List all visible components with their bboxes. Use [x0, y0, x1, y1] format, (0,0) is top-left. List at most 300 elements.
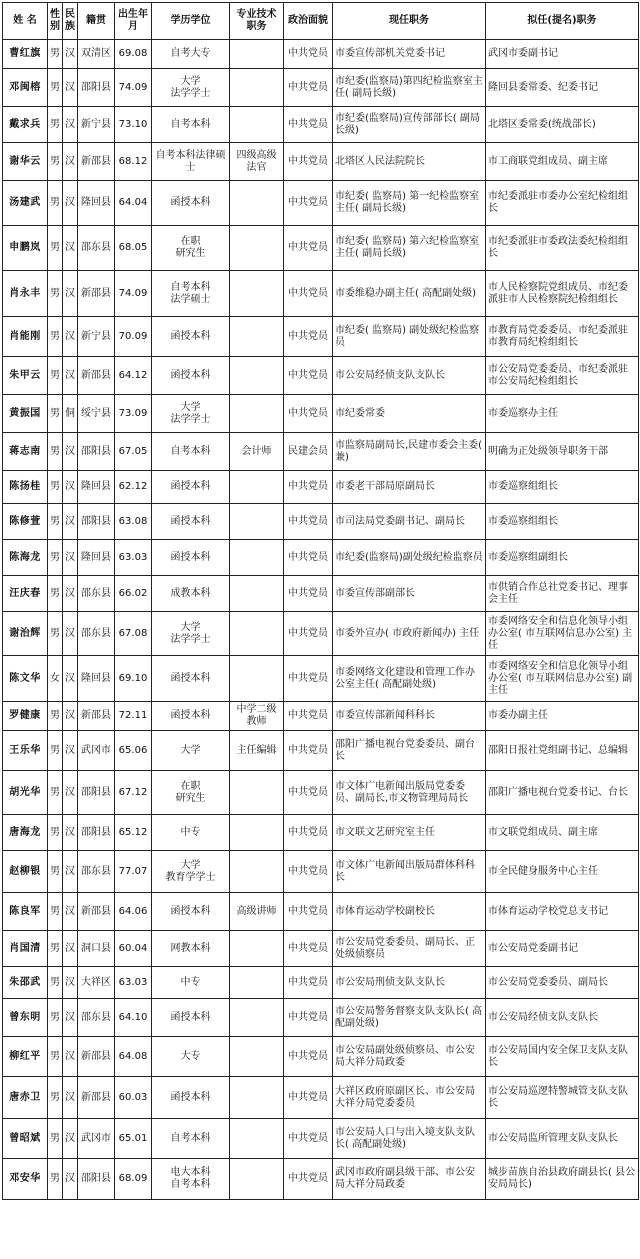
cell-name: 陈扬桂	[3, 471, 48, 504]
cell-gender: 男	[48, 771, 63, 815]
cell-education: 自考大专	[152, 40, 230, 69]
cell-gender: 男	[48, 815, 63, 851]
table-row	[3, 40, 639, 69]
cell-name: 曹红旗	[3, 40, 48, 69]
cell-current-post: 市文体广电新闻出版局党委委员、副局长,市文物管理局局长	[333, 771, 486, 815]
cell-proposed-post: 市委网络安全和信息化领导小组办公室( 市互联网信息办公室) 主任	[486, 612, 639, 656]
cell-education: 电大本科 自考本科	[152, 1159, 230, 1200]
cell-party: 中共党员	[284, 1037, 333, 1077]
cell-ethnicity: 汉	[63, 471, 78, 504]
cell-education: 自考本科 法学硕士	[152, 271, 230, 317]
table-row	[3, 731, 639, 771]
cell-gender: 男	[48, 851, 63, 893]
cell-birth: 62.12	[115, 471, 152, 504]
cell-education: 大专	[152, 1037, 230, 1077]
cell-gender: 男	[48, 317, 63, 357]
cell-current-post: 市委宣传部副部长	[333, 576, 486, 612]
cell-education: 大学	[152, 731, 230, 771]
header-professional-title: 专业技术职务	[230, 3, 284, 40]
cell-party: 中共党员	[284, 143, 333, 181]
cell-professional-title	[230, 504, 284, 540]
cell-proposed-post: 明确为正处级领导职务干部	[486, 433, 639, 471]
cell-proposed-post: 隆回县委常委、纪委书记	[486, 69, 639, 107]
cell-ethnicity: 汉	[63, 931, 78, 967]
table-row	[3, 433, 639, 471]
cell-birth: 64.04	[115, 181, 152, 226]
cell-origin: 新邵县	[78, 357, 115, 395]
cell-professional-title	[230, 1037, 284, 1077]
cell-education: 函授本科	[152, 702, 230, 731]
table-row	[3, 540, 639, 576]
cell-proposed-post: 邵阳广播电视台党委书记、台长	[486, 771, 639, 815]
cell-current-post: 市纪委常委	[333, 395, 486, 433]
cell-party: 中共党员	[284, 107, 333, 143]
cell-name: 陈海龙	[3, 540, 48, 576]
cell-origin: 邵东县	[78, 576, 115, 612]
cell-proposed-post: 邵阳日报社党组副书记、总编辑	[486, 731, 639, 771]
cell-gender: 男	[48, 107, 63, 143]
cell-proposed-post: 市公安局巡逻特警城管支队支队长	[486, 1077, 639, 1119]
cell-ethnicity: 侗	[63, 395, 78, 433]
cell-professional-title	[230, 612, 284, 656]
cell-party: 中共党员	[284, 815, 333, 851]
cell-origin: 邵东县	[78, 851, 115, 893]
cell-party: 中共党员	[284, 931, 333, 967]
cell-current-post: 市公安局副处级侦察员、市公安局大祥分局政委	[333, 1037, 486, 1077]
table-row	[3, 656, 639, 702]
cell-current-post: 市委网络文化建设和管理工作办公室主任( 高配副处级)	[333, 656, 486, 702]
cell-name: 王乐华	[3, 731, 48, 771]
cell-gender: 男	[48, 471, 63, 504]
cell-education: 函授本科	[152, 893, 230, 931]
cell-professional-title	[230, 540, 284, 576]
cell-party: 中共党员	[284, 317, 333, 357]
cell-name: 朱邵武	[3, 967, 48, 999]
cell-origin: 隆回县	[78, 181, 115, 226]
cell-gender: 男	[48, 1037, 63, 1077]
cell-name: 戴求兵	[3, 107, 48, 143]
table-row	[3, 69, 639, 107]
cell-current-post: 市监察局副局长,民建市委会主委( 兼)	[333, 433, 486, 471]
cell-birth: 74.09	[115, 271, 152, 317]
cell-professional-title	[230, 967, 284, 999]
cell-ethnicity: 汉	[63, 143, 78, 181]
cell-gender: 男	[48, 357, 63, 395]
cell-origin: 邵东县	[78, 999, 115, 1037]
cell-ethnicity: 汉	[63, 1077, 78, 1119]
cell-proposed-post: 武冈市委副书记	[486, 40, 639, 69]
cell-current-post: 市委宣传部新闻科科长	[333, 702, 486, 731]
cell-gender: 男	[48, 40, 63, 69]
header-name: 姓 名	[3, 3, 48, 40]
table-row	[3, 143, 639, 181]
cell-origin: 新宁县	[78, 317, 115, 357]
table-row	[3, 107, 639, 143]
cell-proposed-post: 市委巡察组组长	[486, 471, 639, 504]
cell-professional-title	[230, 999, 284, 1037]
cell-professional-title	[230, 181, 284, 226]
table-row	[3, 612, 639, 656]
cell-gender: 男	[48, 433, 63, 471]
cell-current-post: 市公安局刑侦支队支队长	[333, 967, 486, 999]
cell-education: 成教本科	[152, 576, 230, 612]
table-row	[3, 815, 639, 851]
cell-professional-title	[230, 576, 284, 612]
cell-education: 大学 法学学士	[152, 69, 230, 107]
cell-name: 黄振国	[3, 395, 48, 433]
cell-party: 中共党员	[284, 40, 333, 69]
cell-birth: 64.06	[115, 893, 152, 931]
cell-party: 中共党员	[284, 69, 333, 107]
cell-birth: 72.11	[115, 702, 152, 731]
cell-name: 曾昭斌	[3, 1119, 48, 1159]
cell-origin: 邵阳县	[78, 771, 115, 815]
cell-birth: 63.08	[115, 504, 152, 540]
cell-professional-title	[230, 317, 284, 357]
table-row	[3, 226, 639, 271]
cell-birth: 67.05	[115, 433, 152, 471]
cell-gender: 男	[48, 504, 63, 540]
cell-education: 函授本科	[152, 471, 230, 504]
cell-proposed-post: 市纪委派驻市委办公室纪检组组长	[486, 181, 639, 226]
cell-education: 函授本科	[152, 999, 230, 1037]
cell-current-post: 市司法局党委副书记、副局长	[333, 504, 486, 540]
header-education: 学历学位	[152, 3, 230, 40]
table-row	[3, 395, 639, 433]
cell-education: 函授本科	[152, 1077, 230, 1119]
cell-origin: 邵阳县	[78, 1159, 115, 1200]
cell-party: 中共党员	[284, 1119, 333, 1159]
cell-professional-title	[230, 471, 284, 504]
cell-party: 中共党员	[284, 771, 333, 815]
cell-name: 曾东明	[3, 999, 48, 1037]
cell-ethnicity: 汉	[63, 771, 78, 815]
cell-professional-title	[230, 395, 284, 433]
cell-gender: 女	[48, 656, 63, 702]
table-row	[3, 1037, 639, 1077]
cell-current-post: 市公安局人口与出入境支队支队长( 高配副处级)	[333, 1119, 486, 1159]
cell-birth: 64.10	[115, 999, 152, 1037]
cell-party: 中共党员	[284, 226, 333, 271]
cell-birth: 60.04	[115, 931, 152, 967]
cell-current-post: 武冈市政府副县级干部、市公安局大祥分局政委	[333, 1159, 486, 1200]
cell-proposed-post: 市供销合作总社党委书记、理事会主任	[486, 576, 639, 612]
cell-current-post: 市纪委(监察局)第四纪检监察室主任( 副局长级)	[333, 69, 486, 107]
cell-name: 朱甲云	[3, 357, 48, 395]
cell-professional-title	[230, 656, 284, 702]
table-row	[3, 471, 639, 504]
cell-proposed-post: 市纪委派驻市委政法委纪检组组长	[486, 226, 639, 271]
cell-birth: 60.03	[115, 1077, 152, 1119]
cell-origin: 双清区	[78, 40, 115, 69]
cell-origin: 邵阳县	[78, 815, 115, 851]
cell-proposed-post: 市全民健身服务中心主任	[486, 851, 639, 893]
cell-ethnicity: 汉	[63, 612, 78, 656]
cell-professional-title: 主任编辑	[230, 731, 284, 771]
cell-professional-title	[230, 815, 284, 851]
cell-education: 函授本科	[152, 540, 230, 576]
cell-education: 在职 研究生	[152, 771, 230, 815]
cell-education: 自考本科	[152, 433, 230, 471]
cell-professional-title	[230, 357, 284, 395]
cell-current-post: 邵阳广播电视台党委委员、副台长	[333, 731, 486, 771]
cell-professional-title	[230, 271, 284, 317]
table-row	[3, 893, 639, 931]
cell-proposed-post: 市委办副主任	[486, 702, 639, 731]
cell-origin: 洞口县	[78, 931, 115, 967]
cell-current-post: 市公安局经侦支队支队长	[333, 357, 486, 395]
cell-professional-title	[230, 40, 284, 69]
cell-name: 蒋志南	[3, 433, 48, 471]
cell-proposed-post: 市教育局党委委员、市纪委派驻市教育局纪检组组长	[486, 317, 639, 357]
cell-gender: 男	[48, 226, 63, 271]
cell-current-post: 市文联文艺研究室主任	[333, 815, 486, 851]
cell-ethnicity: 汉	[63, 999, 78, 1037]
cell-ethnicity: 汉	[63, 1037, 78, 1077]
cell-education: 自考本科法律硕士	[152, 143, 230, 181]
cell-education: 中专	[152, 815, 230, 851]
cell-proposed-post: 市公安局国内安全保卫支队支队长	[486, 1037, 639, 1077]
cell-birth: 74.09	[115, 69, 152, 107]
cell-name: 邓闽榕	[3, 69, 48, 107]
cell-proposed-post: 市公安局党委副书记	[486, 931, 639, 967]
cell-name: 柳红平	[3, 1037, 48, 1077]
table-row	[3, 181, 639, 226]
cell-current-post: 市纪委( 监察局) 副处级纪检监察员	[333, 317, 486, 357]
cell-ethnicity: 汉	[63, 702, 78, 731]
cell-gender: 男	[48, 702, 63, 731]
table-row	[3, 999, 639, 1037]
cell-gender: 男	[48, 967, 63, 999]
cell-gender: 男	[48, 999, 63, 1037]
cell-birth: 68.12	[115, 143, 152, 181]
cell-proposed-post: 市公安局经侦支队支队长	[486, 999, 639, 1037]
cell-name: 申鹏岚	[3, 226, 48, 271]
cell-education: 大学 法学学士	[152, 395, 230, 433]
cell-professional-title	[230, 771, 284, 815]
cell-gender: 男	[48, 1077, 63, 1119]
cell-birth: 70.09	[115, 317, 152, 357]
cell-ethnicity: 汉	[63, 317, 78, 357]
personnel-table	[2, 2, 639, 1200]
cell-education: 自考本科	[152, 107, 230, 143]
cell-ethnicity: 汉	[63, 69, 78, 107]
cell-party: 中共党员	[284, 540, 333, 576]
cell-name: 陈修萱	[3, 504, 48, 540]
table-row	[3, 357, 639, 395]
cell-gender: 男	[48, 540, 63, 576]
cell-proposed-post: 市公安局党委委员、市纪委派驻市公安局纪检组组长	[486, 357, 639, 395]
cell-current-post: 北塔区人民法院院长	[333, 143, 486, 181]
cell-proposed-post: 市委巡察办主任	[486, 395, 639, 433]
table-row	[3, 317, 639, 357]
cell-ethnicity: 汉	[63, 893, 78, 931]
cell-gender: 男	[48, 143, 63, 181]
header-row	[3, 3, 639, 40]
table-row	[3, 851, 639, 893]
cell-current-post: 市纪委( 监察局) 第一纪检监察室主任( 副局长级)	[333, 181, 486, 226]
table-row	[3, 931, 639, 967]
cell-proposed-post: 市委巡察组组长	[486, 504, 639, 540]
cell-education: 自考本科	[152, 1119, 230, 1159]
cell-education: 大学 教育学学士	[152, 851, 230, 893]
cell-birth: 67.12	[115, 771, 152, 815]
cell-party: 中共党员	[284, 656, 333, 702]
cell-party: 中共党员	[284, 1077, 333, 1119]
cell-origin: 隆回县	[78, 471, 115, 504]
table-row	[3, 1119, 639, 1159]
header-birth: 出生年月	[115, 3, 152, 40]
cell-party: 中共党员	[284, 271, 333, 317]
cell-party: 中共党员	[284, 181, 333, 226]
cell-birth: 65.01	[115, 1119, 152, 1159]
cell-name: 罗健康	[3, 702, 48, 731]
cell-birth: 73.09	[115, 395, 152, 433]
cell-name: 陈良军	[3, 893, 48, 931]
header-ethnicity: 民族	[63, 3, 78, 40]
table-row	[3, 1077, 639, 1119]
cell-proposed-post: 市工商联党组成员、副主席	[486, 143, 639, 181]
cell-origin: 邵东县	[78, 612, 115, 656]
cell-origin: 邵阳县	[78, 69, 115, 107]
cell-proposed-post: 市公安局监所管理支队支队长	[486, 1119, 639, 1159]
cell-gender: 男	[48, 576, 63, 612]
cell-origin: 新邵县	[78, 271, 115, 317]
cell-name: 肖国清	[3, 931, 48, 967]
cell-ethnicity: 汉	[63, 40, 78, 69]
cell-education: 函授本科	[152, 357, 230, 395]
cell-current-post: 市纪委( 监察局) 第六纪检监察室主任( 副局长级)	[333, 226, 486, 271]
cell-current-post: 市公安局党委委员、副局长、正处级侦察员	[333, 931, 486, 967]
cell-origin: 新邵县	[78, 893, 115, 931]
cell-party: 中共党员	[284, 967, 333, 999]
cell-origin: 新邵县	[78, 1037, 115, 1077]
table-row	[3, 271, 639, 317]
cell-birth: 64.12	[115, 357, 152, 395]
cell-ethnicity: 汉	[63, 357, 78, 395]
cell-name: 唐海龙	[3, 815, 48, 851]
cell-professional-title: 中学二级教师	[230, 702, 284, 731]
cell-proposed-post: 市公安局党委委员、副局长	[486, 967, 639, 999]
cell-origin: 隆回县	[78, 656, 115, 702]
cell-professional-title	[230, 1119, 284, 1159]
cell-education: 中专	[152, 967, 230, 999]
cell-proposed-post: 市文联党组成员、副主席	[486, 815, 639, 851]
cell-party: 中共党员	[284, 851, 333, 893]
cell-origin: 新宁县	[78, 107, 115, 143]
cell-origin: 邵阳县	[78, 433, 115, 471]
cell-gender: 男	[48, 69, 63, 107]
cell-party: 中共党员	[284, 1159, 333, 1200]
cell-proposed-post: 市委巡察组副组长	[486, 540, 639, 576]
cell-birth: 77.07	[115, 851, 152, 893]
cell-current-post: 市文体广电新闻出版局群体科科长	[333, 851, 486, 893]
cell-origin: 新邵县	[78, 702, 115, 731]
cell-name: 肖能刚	[3, 317, 48, 357]
cell-education: 网教本科	[152, 931, 230, 967]
cell-ethnicity: 汉	[63, 504, 78, 540]
cell-ethnicity: 汉	[63, 107, 78, 143]
cell-gender: 男	[48, 395, 63, 433]
table-body	[3, 40, 639, 1200]
cell-party: 中共党员	[284, 504, 333, 540]
cell-gender: 男	[48, 931, 63, 967]
cell-name: 谢华云	[3, 143, 48, 181]
cell-birth: 65.06	[115, 731, 152, 771]
cell-name: 汪庆春	[3, 576, 48, 612]
cell-name: 肖永丰	[3, 271, 48, 317]
cell-party: 中共党员	[284, 612, 333, 656]
cell-origin: 新邵县	[78, 1077, 115, 1119]
cell-origin: 新邵县	[78, 143, 115, 181]
cell-gender: 男	[48, 181, 63, 226]
cell-origin: 武冈市	[78, 731, 115, 771]
cell-origin: 大祥区	[78, 967, 115, 999]
cell-education: 大学 法学学士	[152, 612, 230, 656]
cell-name: 邓安华	[3, 1159, 48, 1200]
table-row	[3, 967, 639, 999]
cell-name: 陈文华	[3, 656, 48, 702]
cell-ethnicity: 汉	[63, 1159, 78, 1200]
header-party: 政治面貌	[284, 3, 333, 40]
cell-current-post: 市纪委(监察局)副处级纪检监察员	[333, 540, 486, 576]
cell-birth: 68.09	[115, 1159, 152, 1200]
cell-birth: 63.03	[115, 967, 152, 999]
cell-professional-title	[230, 226, 284, 271]
table-row	[3, 576, 639, 612]
cell-gender: 男	[48, 612, 63, 656]
cell-birth: 73.10	[115, 107, 152, 143]
cell-ethnicity: 汉	[63, 576, 78, 612]
cell-birth: 69.08	[115, 40, 152, 69]
cell-ethnicity: 汉	[63, 815, 78, 851]
cell-professional-title	[230, 1077, 284, 1119]
cell-origin: 绥宁县	[78, 395, 115, 433]
cell-gender: 男	[48, 1159, 63, 1200]
cell-education: 在职 研究生	[152, 226, 230, 271]
cell-party: 中共党员	[284, 731, 333, 771]
cell-name: 汤建武	[3, 181, 48, 226]
cell-ethnicity: 汉	[63, 226, 78, 271]
cell-education: 函授本科	[152, 317, 230, 357]
cell-party: 中共党员	[284, 702, 333, 731]
cell-gender: 男	[48, 1119, 63, 1159]
cell-proposed-post: 市体育运动学校党总支书记	[486, 893, 639, 931]
cell-ethnicity: 汉	[63, 731, 78, 771]
cell-origin: 武冈市	[78, 1119, 115, 1159]
cell-party: 中共党员	[284, 357, 333, 395]
cell-ethnicity: 汉	[63, 656, 78, 702]
table-row	[3, 1159, 639, 1200]
cell-ethnicity: 汉	[63, 967, 78, 999]
cell-birth: 63.03	[115, 540, 152, 576]
cell-proposed-post: 城步苗族自治县政府副县长( 县公安局局长)	[486, 1159, 639, 1200]
cell-party: 中共党员	[284, 999, 333, 1037]
cell-origin: 邵阳县	[78, 504, 115, 540]
cell-current-post: 大祥区政府原副区长、市公安局大祥分局党委委员	[333, 1077, 486, 1119]
table-row	[3, 702, 639, 731]
cell-party: 中共党员	[284, 893, 333, 931]
cell-professional-title: 四级高级法官	[230, 143, 284, 181]
cell-ethnicity: 汉	[63, 271, 78, 317]
cell-current-post: 市委外宣办( 市政府新闻办) 主任	[333, 612, 486, 656]
cell-birth: 69.10	[115, 656, 152, 702]
cell-education: 函授本科	[152, 504, 230, 540]
cell-ethnicity: 汉	[63, 1119, 78, 1159]
cell-birth: 68.05	[115, 226, 152, 271]
header-origin: 籍贯	[78, 3, 115, 40]
cell-birth: 64.08	[115, 1037, 152, 1077]
